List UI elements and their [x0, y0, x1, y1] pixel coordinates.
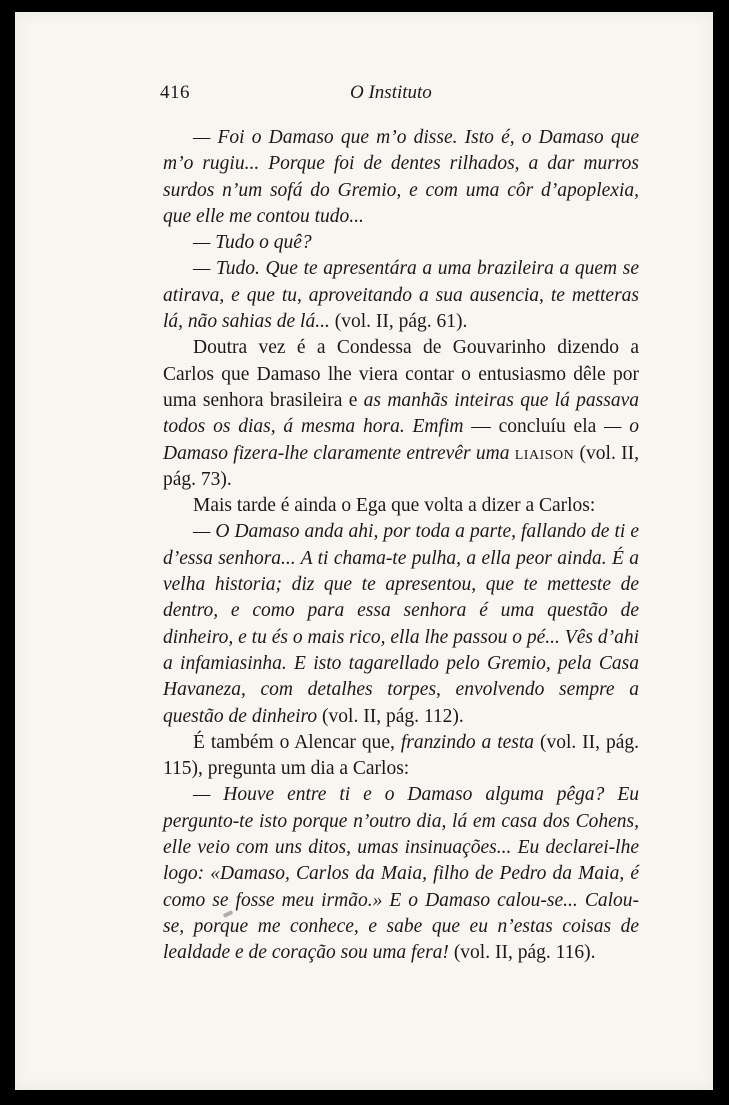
paragraph [163, 256, 639, 335]
italic-text-run: — o Damaso fizera-lhe claramente entrevêr uma [163, 416, 640, 464]
italic-text-run: as manhãs inteiras que lá passava todos os dias, á mesma hora. Emfim [163, 389, 639, 438]
italic-text-run: franzindo a testa [400, 731, 535, 753]
book-page [15, 12, 713, 1090]
page-number: 416 [160, 82, 190, 103]
text-run: (vol. II, pág. 112). [322, 705, 464, 727]
italic-text-run: — O Damaso anda ahi, por toda a parte, fallando de ti e d’essa senhora... A ti chama-te pulha, a ella peor ainda. É a velha historia; diz que te apresentou, que te metteste de dentro, e como para essa senhora é uma questão de dinheiro, e tu és o mais rico, ella lhe passou o pé... Vês d’ahi a infamiasinha. E isto tagarellado pelo Gremio, pela Casa Havaneza, com detalhes torpes, envolvendo sempre a questão de dinheiro [163, 521, 639, 727]
paragraph [163, 730, 639, 783]
paragraph [163, 493, 639, 519]
paragraph [163, 782, 639, 966]
text-run: É também o Alencar que, [193, 731, 401, 753]
italic-text-run: — Tudo. Que te apresentára a uma brazileira a quem se atirava, e que tu, aproveitando a sua ausencia, te metteras lá, não sahias de lá... [163, 258, 639, 333]
body-text [163, 125, 639, 967]
text-run: (vol. II, pág. 73). [163, 442, 639, 490]
italic-text-run: — Tudo o quê? [193, 232, 312, 254]
text-run: (vol. II, pág. 116). [453, 942, 596, 964]
running-head: O Instituto [350, 82, 432, 103]
text-run: Doutra vez é a Condessa de Gouvarinho dizendo a Carlos que Damaso lhe viera contar o entusiasmo dêle por uma senhora brasileira e [163, 337, 639, 411]
paragraph [163, 230, 639, 256]
smallcaps-text-run: liaison [514, 442, 575, 464]
italic-text-run: — Foi o Damaso que m’o disse. Isto é, o Damaso que m’o rugiu... Porque foi de dentes rilhados, a dar murros surdos n’um sofá do Gremio, e com uma côr d’apoplexia, que elle me contou tudo... [163, 127, 639, 227]
paragraph [163, 335, 639, 493]
text-run: (vol. II, pág. 61). [334, 311, 468, 333]
paragraph [163, 519, 639, 729]
paragraph [163, 125, 639, 230]
text-run: Mais tarde é ainda o Ega que volta a dizer a Carlos: [193, 495, 596, 517]
text-run: — concluíu ela [463, 416, 605, 438]
text-run: (vol. II, pág. 115), pregunta um dia a Carlos: [163, 731, 640, 780]
page-header [160, 82, 620, 112]
italic-text-run: — Houve entre ti e o Damaso alguma pêga? Eu pergunto-te isto porque n’outro dia, lá em casa dos Cohens, elle veio com uns ditos, umas insinuações... Eu declarei-lhe logo: «Damaso, Carlos da Maia, filho de Pedro da Maia, é como se fosse meu irmão.» E o Damaso calou-se... Calou-se, porque me conhece, e sabe que eu n’estas coisas de lealdade e de coração sou uma fera! [163, 784, 639, 964]
